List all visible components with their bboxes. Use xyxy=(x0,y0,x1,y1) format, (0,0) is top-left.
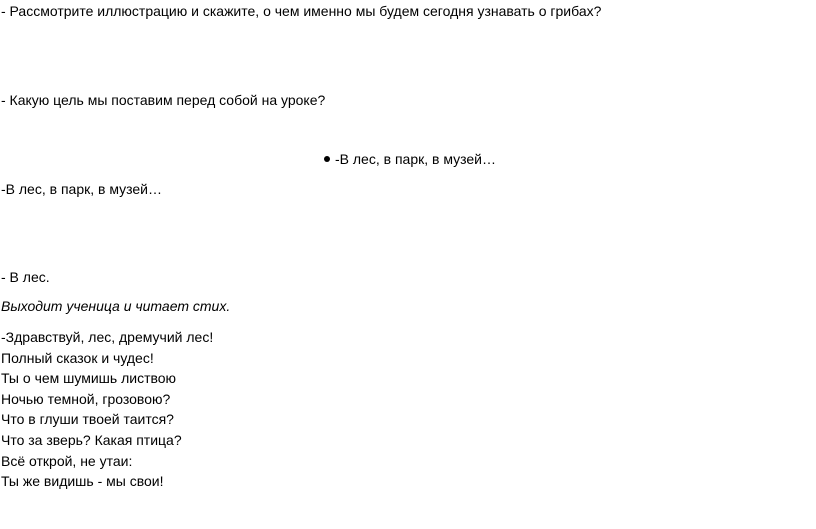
bullet-item xyxy=(324,150,496,168)
answer-places: -В лес, в парк, в музей… xyxy=(1,181,162,197)
stage-direction: Выходит ученица и читает стих. xyxy=(1,298,231,314)
answer-forest: - В лес. xyxy=(1,269,50,285)
poem-line: Всё открой, не утаи: xyxy=(1,452,133,469)
poem-line: Что за зверь? Какая птица? xyxy=(1,431,182,448)
question-lesson-goal: - Какую цель мы поставим перед собой на уроке? xyxy=(1,92,326,108)
poem xyxy=(1,327,213,492)
question-mushrooms: - Рассмотрите иллюстрацию и скажите, о чем именно мы будем сегодня узнавать о грибах? xyxy=(1,3,602,19)
bullet-item-text: -В лес, в парк, в музей… xyxy=(335,151,496,167)
poem-line: Ты о чем шумишь листвою xyxy=(1,370,177,387)
poem-line: Ночью темной, грозовою? xyxy=(1,390,171,407)
poem-line: Полный сказок и чудес! xyxy=(1,349,154,366)
poem-line: Ты же видишь - мы свои! xyxy=(1,473,164,490)
poem-line: -Здравствуй, лес, дремучий лес! xyxy=(1,329,214,345)
poem-line: Что в глуши твоей таится? xyxy=(1,411,174,428)
bullet-dot-icon xyxy=(324,156,330,162)
